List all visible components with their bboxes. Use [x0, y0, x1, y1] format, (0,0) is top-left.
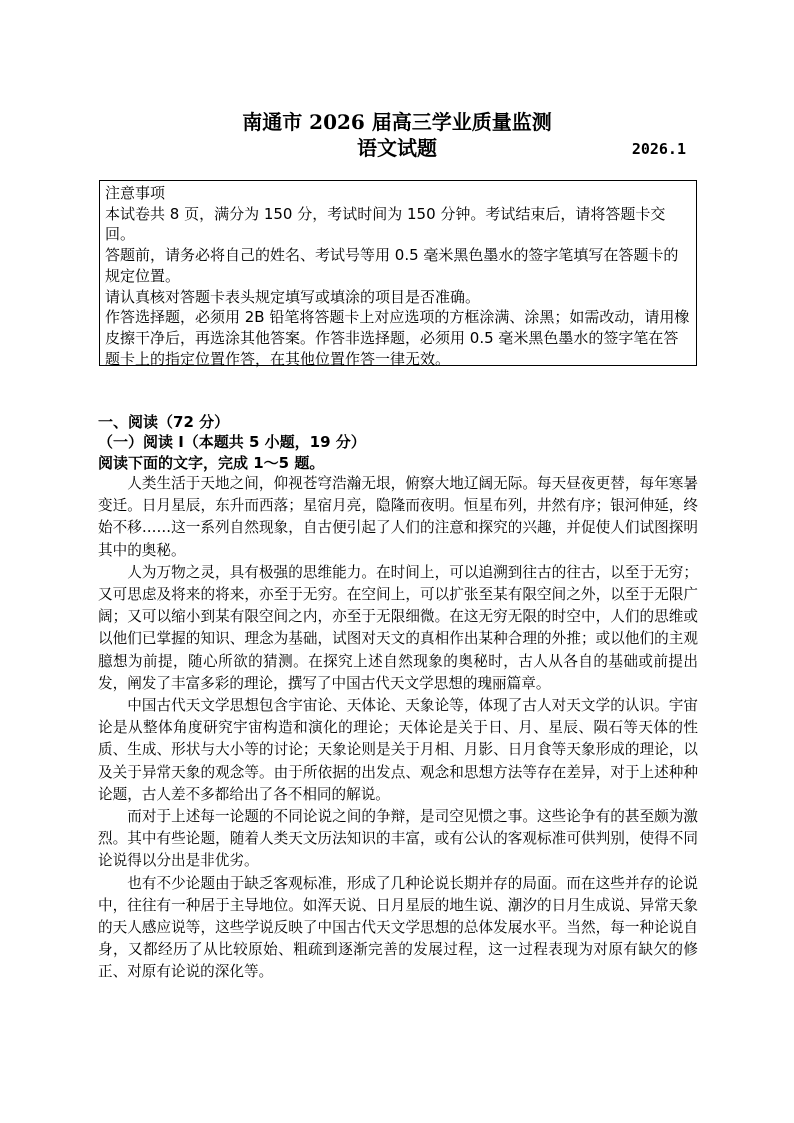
reading-instruction: 阅读下面的文字，完成 1～5 题。 [98, 454, 325, 472]
notice-heading: 注意事项 [105, 184, 166, 202]
passage-paragraph: 人为万物之灵，具有极强的思维能力。在时间上，可以追溯到往古的往古，以至于无穷；又可思虑及将来的将来，亦至于无穷。在空间上，可以扩张至某有限空间之外，以至于无限广阔；又可以缩小到某有限空间之内，亦至于无限细微。在这无穷无限的时空中，人们的思维或以他们已掌握的知识、理念为基础，试图对天文的真相作出某种合理的外推；或以他们的主观臆想为前提，随心所欲的猜测。在探究上述自然现象的奥秘时，古人从各自的基础或前提出发，阐发了丰富多彩的理论，撰写了中国古代天文学思想的瑰丽篇章。 [98, 563, 698, 692]
passage-paragraph: 中国古代天文学思想包含宇宙论、天体论、天象论等，体现了古人对天文学的认识。宇宙论是从整体角度研究宇宙构造和演化的理论；天体论是关于日、月、星辰、陨石等天体的性质、生成、形状与大小等的讨论；天象论则是关于月相、月影、日月食等天象形成的理论，以及关于异常天象的观念等。由于所依据的出发点、观念和思想方法等存在差异，对于上述种种论题，古人差不多都给出了各不相同的解说。 [98, 697, 698, 803]
notice-item: 答题前，请务必将自己的姓名、考试号等用 0.5 毫米黑色墨水的签字笔填写在答题卡的规定位置。 [105, 246, 679, 285]
part-heading: 一、阅读（72 分） [98, 413, 230, 431]
notice-item: 作答选择题，必须用 2B 铅笔将答题卡上对应选项的方框涂满、涂黑；如需改动，请用橡皮擦干净后，再选涂其他答案。作答非选择题，必须用 0.5 毫米黑色墨水的签字笔在答题卡上的指定位置作答，在其他位置作答一律无效。 [105, 308, 690, 368]
passage-paragraph: 人类生活于天地之间，仰视苍穹浩瀚无垠，俯察大地辽阔无际。每天昼夜更替，每年寒暑变迁。日月星辰，东升而西落；星宿月亮，隐隆而夜明。恒星布列，井然有序；银河伸延，终始不移……这一系列自然现象，自古便引起了人们的注意和探究的兴趣，并促使人们试图探明其中的奥秘。 [98, 475, 698, 559]
notice-box [99, 180, 697, 366]
exam-subject: 语文试题 [357, 136, 437, 160]
passage-paragraph: 而对于上述每一论题的不同论说之间的争辩，是司空见惯之事。这些论争有的甚至颇为激烈。其中有些论题，随着人类天文历法知识的丰富，或有公认的客观标准可供判别，使得不同论说得以分出是非优劣。 [98, 808, 698, 870]
exam-date: 2026.1 [631, 140, 686, 158]
reading-passage [98, 473, 698, 984]
notice-item: 请认真核对答题卡表头规定填写或填涂的项目是否准确。 [105, 287, 481, 306]
notice-item: 本试卷共 8 页，满分为 150 分，考试时间为 150 分钟。考试结束后，请将答题卡交回。 [105, 204, 666, 244]
passage-paragraph: 也有不少论题由于缺乏客观标准，形成了几种论说长期并存的局面。而在这些并存的论说中，往往有一种居于主导地位。如浑天说、日月星辰的地生说、潮汐的日月生成说、异常天象的天人感应说等，这些学说反映了中国古代天文学思想的总体发展水平。当然，每一种论说自身，又都经历了从比较原始、粗疏到逐渐完善的发展过程，这一过程表现为对原有缺欠的修正、对原有论说的深化等。 [98, 874, 698, 981]
subpart-heading: （一）阅读 Ⅰ（本题共 5 小题，19 分） [98, 433, 366, 451]
exam-title: 南通市 2026 届高三学业质量监测 [242, 110, 552, 134]
